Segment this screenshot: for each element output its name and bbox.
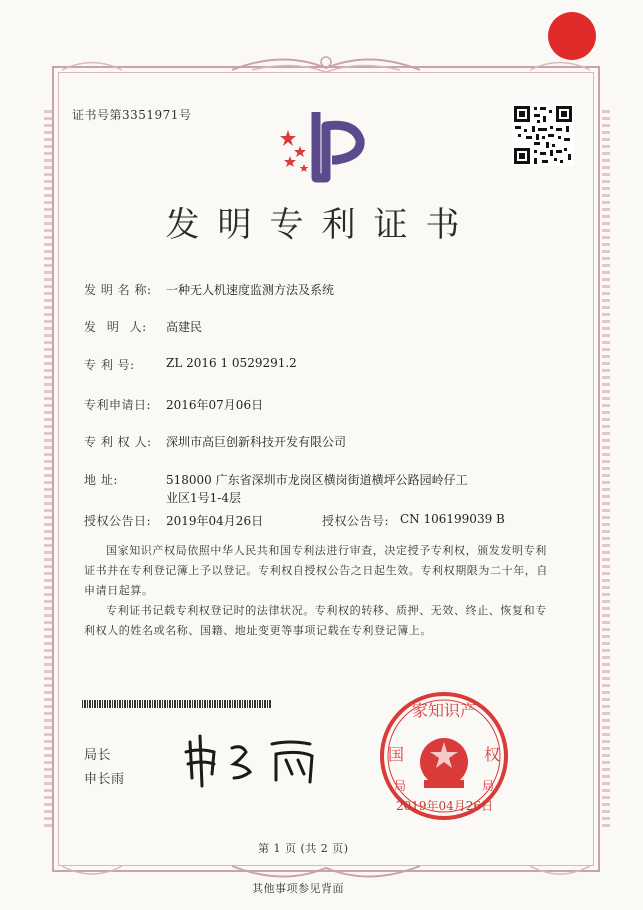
notice-paragraph-1-line-2: 证书并在专利登记簿上予以登记。专利权自授权公告之日起生效。专利权期限为二十年，自 [84, 564, 548, 577]
address-line-1: 518000 广东省深圳市龙岗区横岗街道横坪公路园岭仔工 [166, 473, 468, 487]
footer-note: 其他事项参见背面 [252, 882, 344, 895]
application-date-value: 2016年07月06日 [166, 398, 264, 412]
patentee-label: 专 利 权 人: [84, 435, 152, 449]
patentee-value: 深圳市高巨创新科技开发有限公司 [166, 435, 347, 449]
invention-name-label: 发 明 名 称: [84, 283, 152, 297]
inventor-value: 高建民 [166, 320, 203, 334]
svg-text:国: 国 [387, 745, 405, 764]
patent-number-value: ZL 2016 1 0529291.2 [166, 356, 297, 370]
certificate-number: 证书号第3351971号 [72, 108, 192, 122]
cnipa-logo-icon [276, 106, 376, 186]
address-label: 地 址: [84, 473, 118, 487]
patent-number-label: 专 利 号: [84, 358, 135, 372]
grant-number-value: CN 106199039 B [400, 512, 505, 526]
grant-date-label: 授权公告日: [84, 514, 152, 528]
director-title: 局长 [84, 748, 112, 763]
svg-text:权: 权 [483, 745, 501, 764]
svg-text:局: 局 [393, 779, 407, 793]
seal-date: 2019年04月26日 [396, 799, 494, 813]
notice-paragraph-2-line-1: 专利证书记载专利权登记时的法律状况。专利权的转移、质押、无效、终止、恢复和专 [106, 604, 547, 617]
grant-number-label: 授权公告号: [322, 514, 390, 528]
director-name: 申长雨 [84, 772, 125, 787]
address-line-2: 业区1号1-4层 [166, 491, 241, 505]
top-border-ornament [52, 40, 600, 80]
inventor-label: 发 明 人: [84, 320, 147, 334]
notice-paragraph-1-line-1: 国家知识产权局依照中华人民共和国专利法进行审查，决定授予专利权，颁发发明专利 [106, 544, 547, 557]
notice-paragraph-2-line-2: 利权人的姓名或名称、国籍、地址变更等事项记载在专利登记簿上。 [84, 624, 432, 637]
grant-date-value: 2019年04月26日 [166, 514, 264, 528]
invention-name-value: 一种无人机速度监测方法及系统 [166, 283, 335, 297]
application-date-label: 专利申请日: [84, 398, 152, 412]
svg-text:局: 局 [481, 779, 495, 793]
page-indicator: 第 1 页 (共 2 页) [258, 842, 349, 855]
svg-text:家知识产: 家知识产 [411, 701, 477, 720]
barcode [82, 700, 272, 708]
red-sticker [548, 12, 596, 60]
certificate-title: 发明专利证书 [165, 205, 478, 245]
director-signature [180, 730, 330, 790]
qr-code-icon [512, 104, 574, 166]
notice-paragraph-1-line-3: 申请日起算。 [84, 584, 154, 597]
